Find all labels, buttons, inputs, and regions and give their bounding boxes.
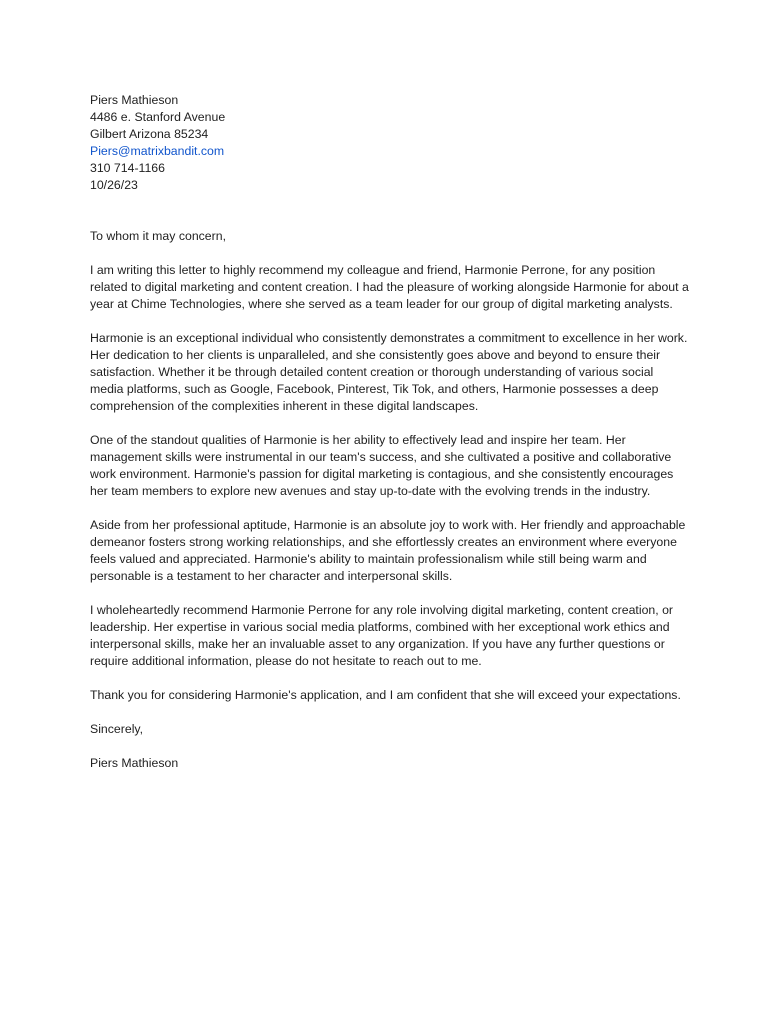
body-paragraph [90,330,690,415]
body-paragraph [90,687,690,704]
body-paragraph [90,602,690,670]
closing: Sincerely, [90,722,144,736]
sender-phone: 310 714-1166 [90,161,165,175]
paragraph-text: Harmonie is an exceptional individual who consistently demonstrates a commitment to excellence in her work. Her dedication to her clients is unparalleled, and she consistently goes above and beyond to ensure their satisfaction. Whether it be through detailed content creation or thorough understanding of various social media platforms, such as Google, Facebook, Pinterest, Tik Tok, and others, Harmonie possesses a deep comprehension of the complexities inherent in these digital landscapes. [90,331,688,413]
signature-name: Piers Mathieson [90,756,179,770]
sender-street: 4486 e. Stanford Avenue [90,110,226,124]
sender-block [90,92,690,194]
sender-city: Gilbert Arizona 85234 [90,127,209,141]
sender-email-link[interactable]: Piers@matrixbandit.com [90,144,225,158]
letter-date: 10/26/23 [90,178,138,192]
paragraph-text: Aside from her professional aptitude, Harmonie is an absolute joy to work with. Her friendly and approachable demeanor fosters strong working relationships, and she effortlessly creates an environment where everyone feels valued and appreciated. Harmonie's ability to maintain professionalism while still being warm and personable is a testament to her character and interpersonal skills. [90,518,686,583]
salutation: To whom it may concern, [90,229,226,243]
paragraph-text: I am writing this letter to highly recommend my colleague and friend, Harmonie Perrone, for any position related to digital marketing and content creation. I had the pleasure of working alongside Harmonie for about a year at Chime Technologies, where she served as a team leader for our group of digital marketing analysts. [90,263,689,311]
body-paragraph [90,517,690,585]
recommendation-letter [90,92,690,772]
sender-name: Piers Mathieson [90,93,179,107]
paragraph-text: Thank you for considering Harmonie's application, and I am confident that she will exceed your expectations. [90,688,681,702]
paragraph-text: One of the standout qualities of Harmonie is her ability to effectively lead and inspire her team. Her management skills were instrumental in our team's success, and she cultivated a positive and collaborative work environment. Harmonie's passion for digital marketing is contagious, and she consistently encourages her team members to explore new avenues and stay up-to-date with the evolving trends in the industry. [90,433,674,498]
body-paragraph [90,262,690,313]
body-paragraph [90,432,690,500]
paragraph-text: I wholeheartedly recommend Harmonie Perrone for any role involving digital marketing, content creation, or leadership. Her expertise in various social media platforms, combined with her exceptional work ethics and interpersonal skills, make her an invaluable asset to any organization. If you have any further questions or require additional information, please do not hesitate to reach out to me. [90,603,674,668]
